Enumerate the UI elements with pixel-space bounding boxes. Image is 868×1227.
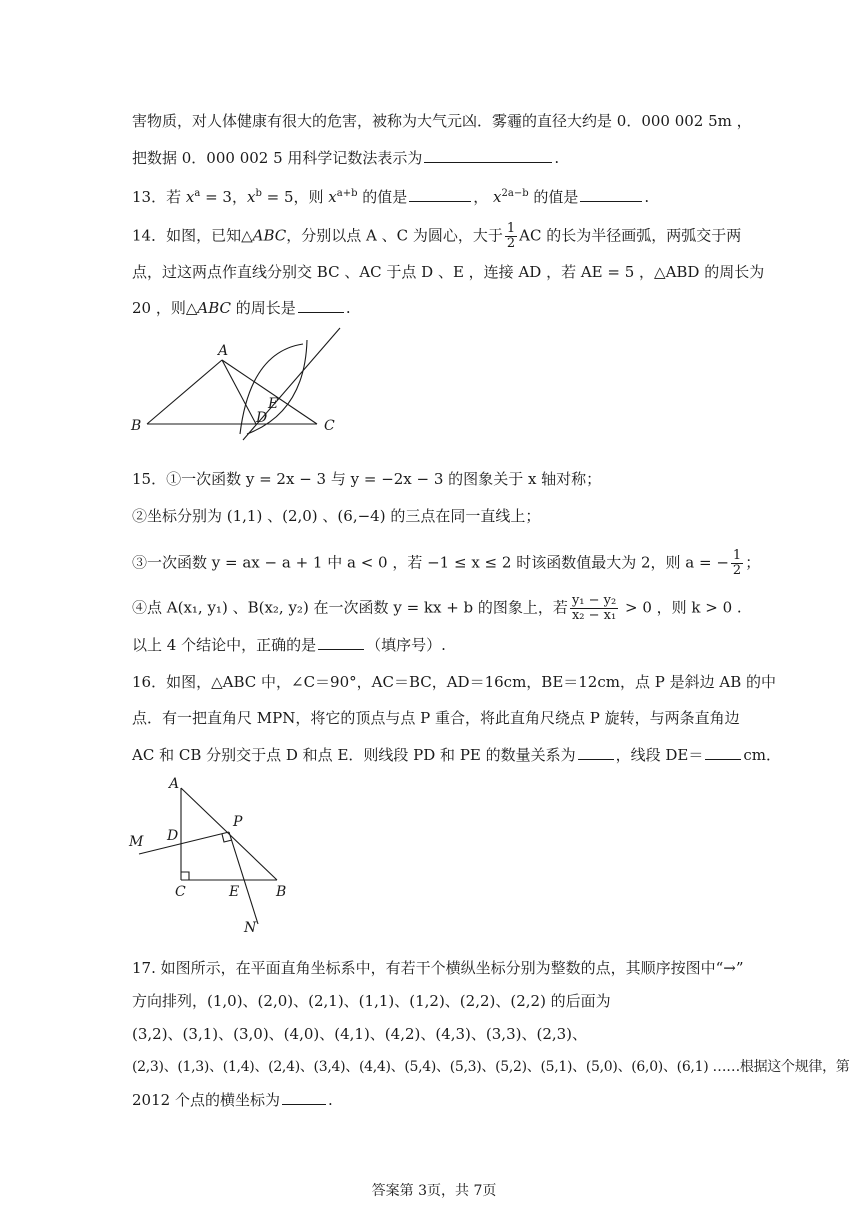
q14-line3: 20 ，则△ABC 的周长是 . [132,299,351,317]
figure-q14 [125,322,355,447]
label-b: B [276,884,287,900]
label-d: D [256,410,268,426]
q16-line1: 16．如图，△ABC 中，∠C＝90°，AC＝BC，AD＝16cm，BE＝12cm，点 P 是斜边 AB 的中 [132,673,776,691]
q14-fraction [505,222,517,251]
q15-s2: ②坐标分别为 (1,1) 、(2,0) 、(6,−4) 的三点在同一直线上； [132,507,541,525]
q13-eq3: = 3， [200,188,247,206]
q15-s3-frac [731,549,743,578]
q13-eq5: = 5，则 [261,188,329,206]
ruler-pn [229,832,258,924]
q15-s1: 15．①一次函数 y = 2x − 3 与 y = −2x − 3 的图象关于 x 轴对称； [132,470,602,488]
q17-blank [282,1090,326,1105]
q14-line1 [132,222,741,251]
q16-text3a: AC 和 CB 分别交于点 D 和点 E．则线段 PD 和 PE 的数量关系为 [132,746,576,764]
q14-tri1: ABC [252,226,287,245]
q15-s4-frac [570,594,618,623]
segment-ac [222,360,317,424]
label-b: B [131,418,142,434]
q15-s4-den: x₂ − x₁ [571,608,617,623]
q16-line3 [132,744,781,766]
q15-s4 [132,594,742,623]
label-c: C [175,884,186,900]
q14-frac-den: 2 [506,236,516,251]
q13-x-apb: x [328,188,337,206]
label-d: D [167,828,179,844]
segment-ad [222,360,256,424]
q15-s5b: （填序号）. [366,636,446,654]
triangle-symbol: △ [241,226,253,245]
q16-blank1 [578,745,614,760]
q13-mid: 的值是 [357,188,408,206]
q12-line1: 害物质，对人体健康有很大的危害，被称为大气元凶．雾霾的直径大约是 0．000 002 5m ， [132,112,752,130]
q17-line5: 2012 个点的横坐标为 . [132,1091,333,1109]
q15-s4a: ④点 A(x₁, y₁) 、B(x₂, y₂) 在一次函数 y = kx + b 的图象上，若 [132,598,568,617]
q13-sup-2amb: 2a−b [501,188,529,199]
label-a: A [218,343,229,359]
label-e: E [229,884,240,900]
label-n: N [244,920,257,936]
q14-blank [298,298,344,313]
q15-s5 [132,634,446,656]
triangle-symbol-2: △ [185,299,198,317]
q14-text1a: 14．如图，已知 [132,226,242,245]
q13-blank1 [409,187,471,202]
label-a: A [169,776,180,792]
q14-tri2: ABC [197,299,232,317]
figure-q16 [125,772,295,937]
q15-s3b: ； [745,553,761,572]
q13-num: 13．若 [132,188,182,206]
q15-s4b: > 0 ，则 k > 0 . [620,598,742,617]
label-m: M [129,834,144,850]
q16-blank2 [705,745,741,760]
q14-text3a: 20 ，则 [132,299,186,317]
q17-line1: 17. 如图所示，在平面直角坐标系中，有若干个横纵坐标分别为整数的点，其顺序按图中“→” [132,959,744,977]
label-c: C [324,418,335,434]
q14-text3b: 的周长是 [231,299,296,317]
q13-sup-b: b [255,188,262,199]
ruler-pm [139,832,229,854]
label-p: P [233,814,243,830]
q12-answer-blank [424,148,552,163]
q13-x-2amb: x [493,188,502,206]
q12-line2: 把数据 0．000 002 5 用科学记数法表示为 . [132,149,560,167]
label-e: E [268,396,279,412]
q17-line4: (2,3)、(1,3)、(1,4)、(2,4)、(3,4)、(4,4)、(5,4)、(5,3)、(5,2)、(5,1)、(5,0)、(6,0)、(6,1) ……根据这个规律，第 [132,1059,850,1075]
q14-text1b: ，分别以点 A 、C 为圆心，大于 [286,226,503,245]
q15-blank [318,635,364,650]
q13-blank2 [580,187,642,202]
q16-text3c: cm． [743,746,782,764]
segment-ab [147,360,222,424]
q13-end: 的值是 [528,188,579,206]
page-footer: 答案第 3页，共 7页 [371,1183,497,1199]
q14-text1c: AC 的长为半径画弧，两弧交于两 [519,226,742,245]
q13-xb: x [246,188,256,206]
q17-text5: 2012 个点的横坐标为 [132,1091,280,1109]
q13-xa: x [185,188,195,206]
q17-line3: (3,2)、(3,1)、(3,0)、(4,0)、(4,1)、(4,2)、(4,3)、(3,3)、(2,3)、 [132,1025,588,1043]
q13-line: 13．若 $x^a = 3$，$x^b = 5$，则 $x^{a+b}$ 的值是 ， $x^{2a-b}$ 的值是 . [132,188,650,206]
q13-sup-a: a [194,188,201,199]
right-angle-c [181,872,189,880]
q13-sup-apb: a+b [336,188,358,199]
q15-s3-den: 2 [732,563,742,578]
q16-line2: 点．有一把直角尺 MPN，将它的顶点与点 P 重合，将此直角尺绕点 P 旋转，与两条直角边 [132,709,740,727]
q15-s5-text: 以上 4 个结论中，正确的是 [132,636,317,654]
q12-text: 把数据 0．000 002 5 用科学记数法表示为 [132,149,423,167]
q14-frac-num: 1 [506,221,516,236]
q15-s3 [132,549,760,578]
q15-s3-num: 1 [732,548,742,563]
q17-line2: 方向排列，(1,0)、(2,0)、(2,1)、(1,1)、(1,2)、(2,2)、(2,2) 的后面为 [132,992,611,1010]
q15-s3a: ③一次函数 y = ax − a + 1 中 a < 0 ，若 −1 ≤ x ≤ 2 时该函数值最大为 2，则 a = − [132,553,729,572]
segment-ab [181,788,277,880]
q15-s4-num: y₁ − y₂ [571,593,617,608]
q16-text3b: ，线段 DE＝ [615,746,704,764]
q14-line2: 点，过这两点作直线分别交 BC 、AC 于点 D 、E ，连接 AD ，若 AE = 5 ，△ABD 的周长为 [132,263,765,281]
